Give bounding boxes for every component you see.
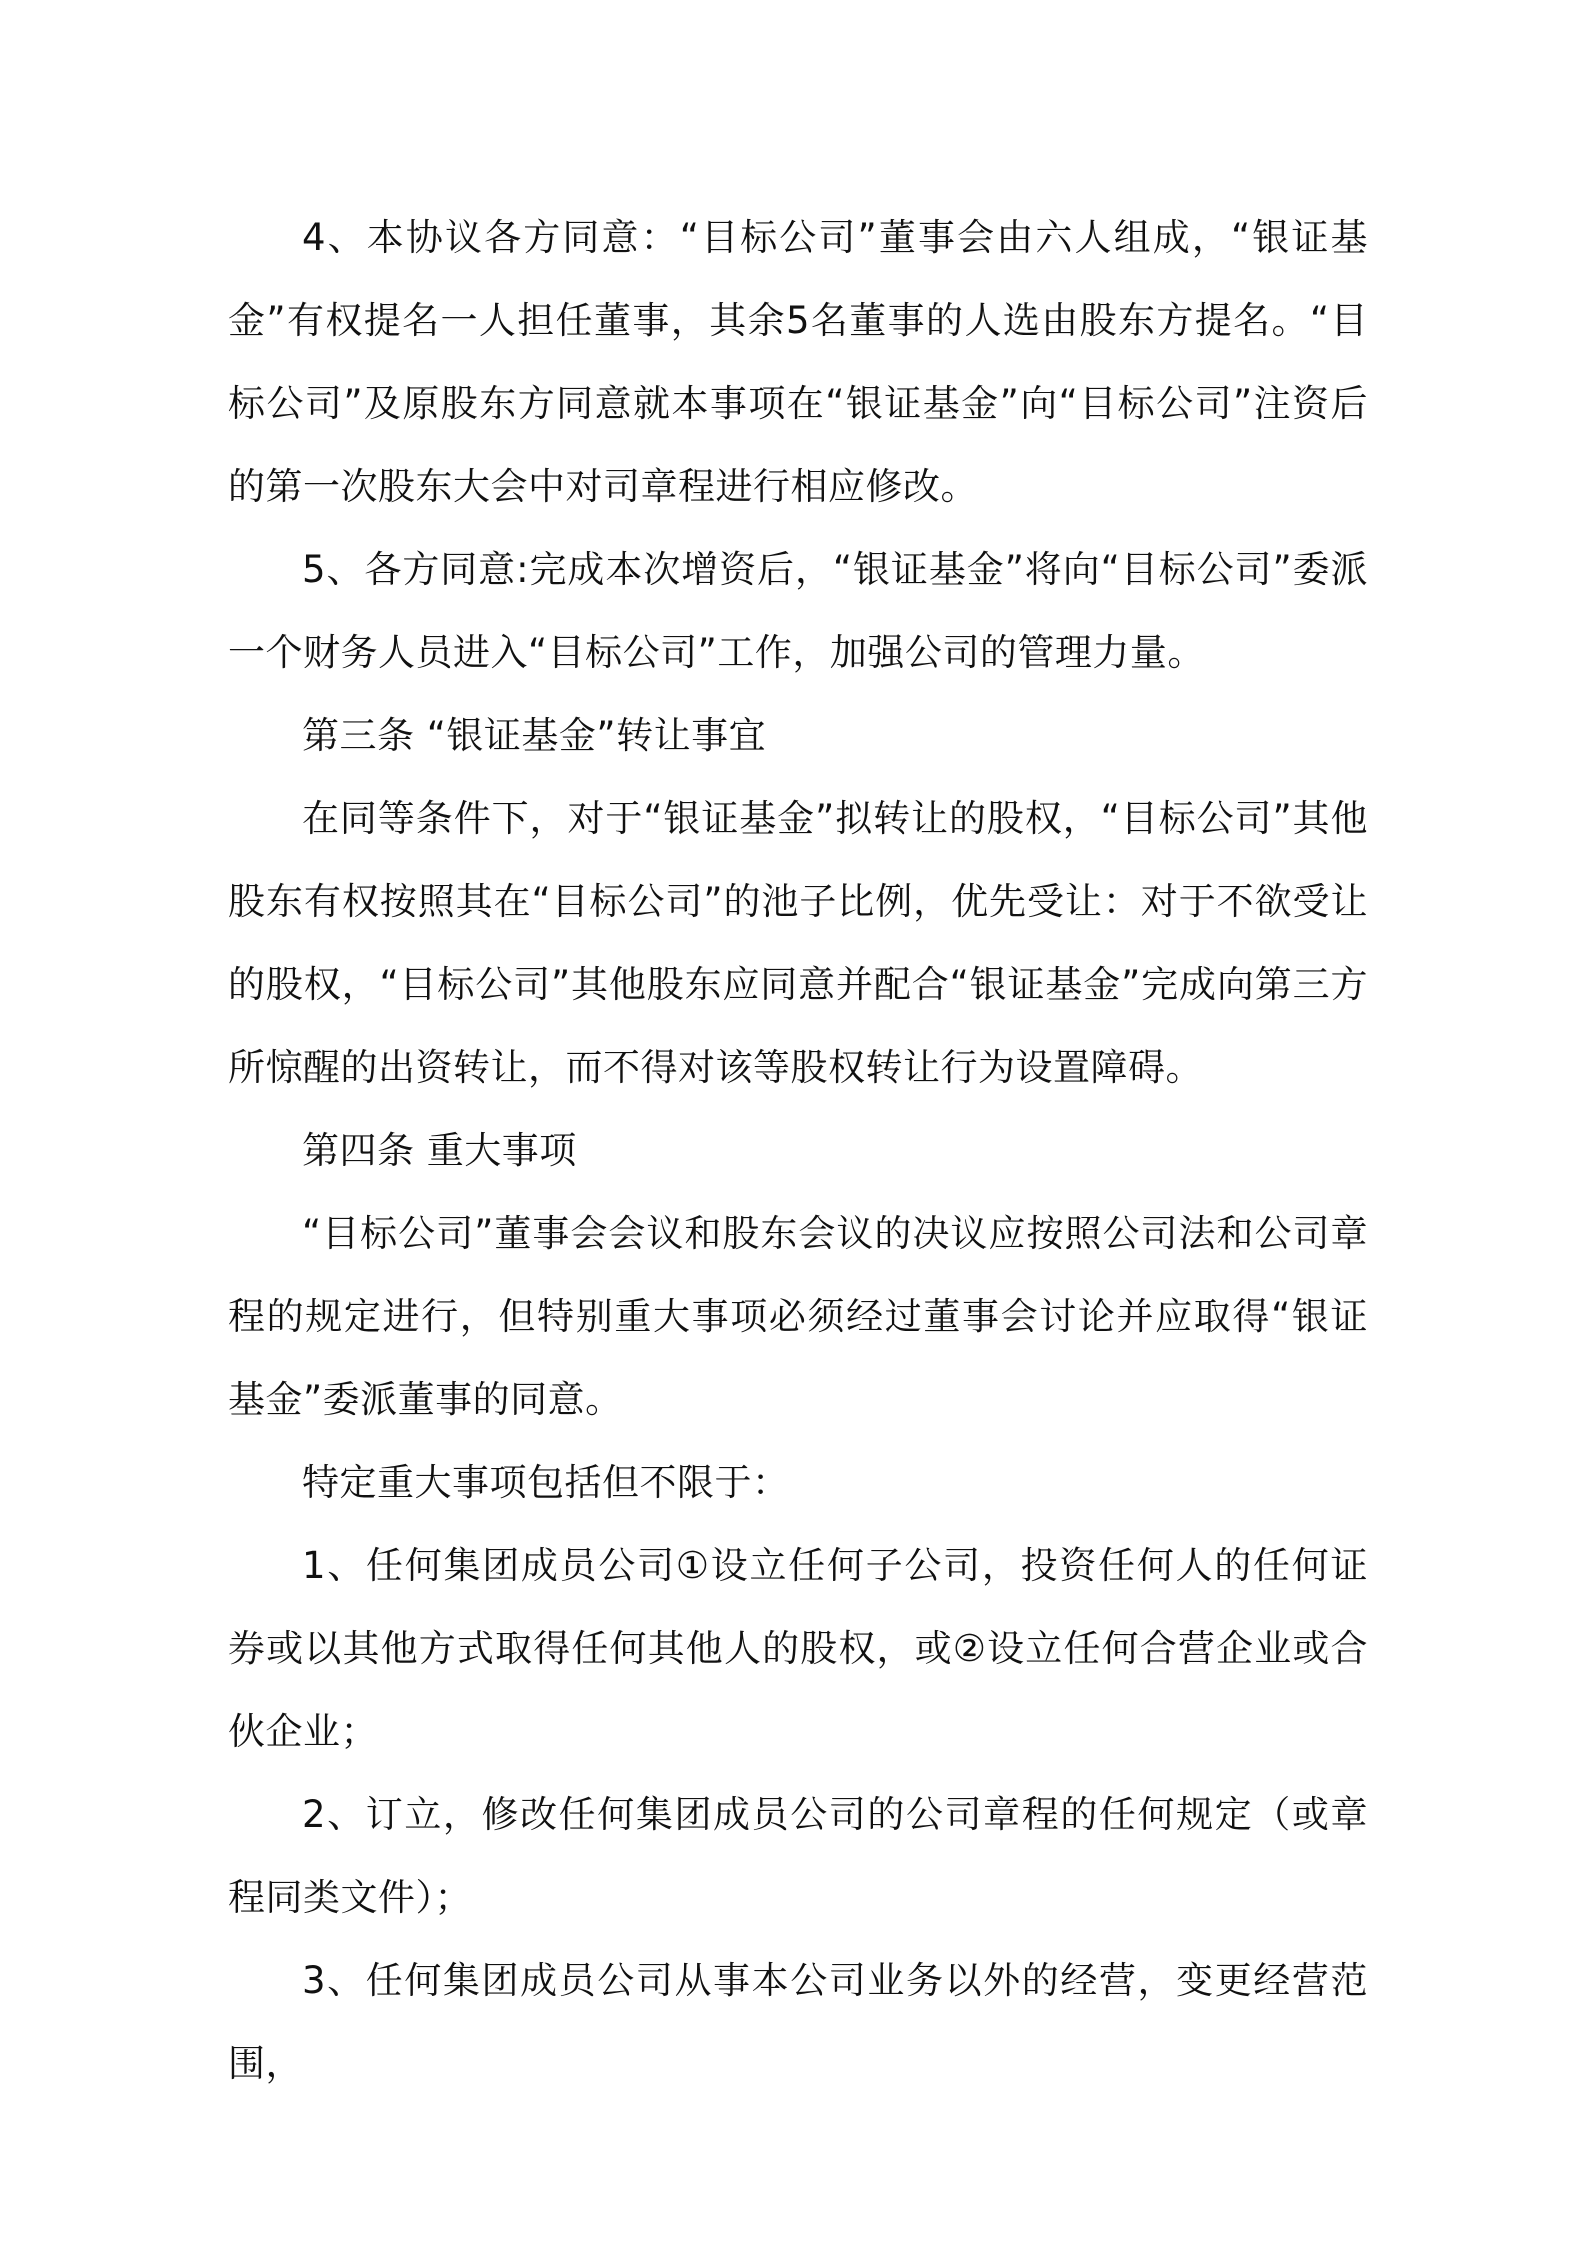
list-item-1: 1、任何集团成员公司①设立任何子公司，投资任何人的任何证券或以其他方式取得任何其他人的股权，或②设立任何合营企业或合伙企业； (228, 1544, 1368, 1753)
document-body (228, 196, 1368, 2105)
paragraph-share-transfer: 在同等条件下，对于“银证基金”拟转让的股权，“目标公司”其他股东有权按照其在“目标公司”的池子比例，优先受让：对于不欲受让的股权，“目标公司”其他股东应同意并配合“银证基金”完成向第三方所惊醒的出资转让，而不得对该等股权转让行为设置障碍。 (228, 797, 1368, 1089)
article-4-heading: 第四条 重大事项 (302, 1129, 577, 1172)
list-item-2: 2、订立，修改任何集团成员公司的公司章程的任何规定（或章程同类文件）； (228, 1793, 1368, 1919)
paragraph-board-composition: 4、本协议各方同意：“目标公司”董事会由六人组成，“银证基金”有权提名一人担任董事，其余5名董事的人选由股东方提名。“目标公司”及原股东方同意就本事项在“银证基金”向“目标公司”注资后的第一次股东大会中对司章程进行相应修改。 (228, 216, 1368, 508)
paragraph-finance-staff: 5、各方同意:完成本次增资后，“银证基金”将向“目标公司”委派一个财务人员进入“目标公司”工作，加强公司的管理力量。 (228, 548, 1368, 674)
article-3-heading: 第三条 “银证基金”转让事宜 (302, 714, 767, 757)
paragraph-specific-matters-intro: 特定重大事项包括但不限于： (302, 1461, 790, 1504)
list-item-3: 3、任何集团成员公司从事本公司业务以外的经营，变更经营范围， (228, 1959, 1368, 2085)
paragraph-major-matters: “目标公司”董事会会议和股东会议的决议应按照公司法和公司章程的规定进行，但特别重大事项必须经过董事会讨论并应取得“银证基金”委派董事的同意。 (228, 1212, 1368, 1421)
